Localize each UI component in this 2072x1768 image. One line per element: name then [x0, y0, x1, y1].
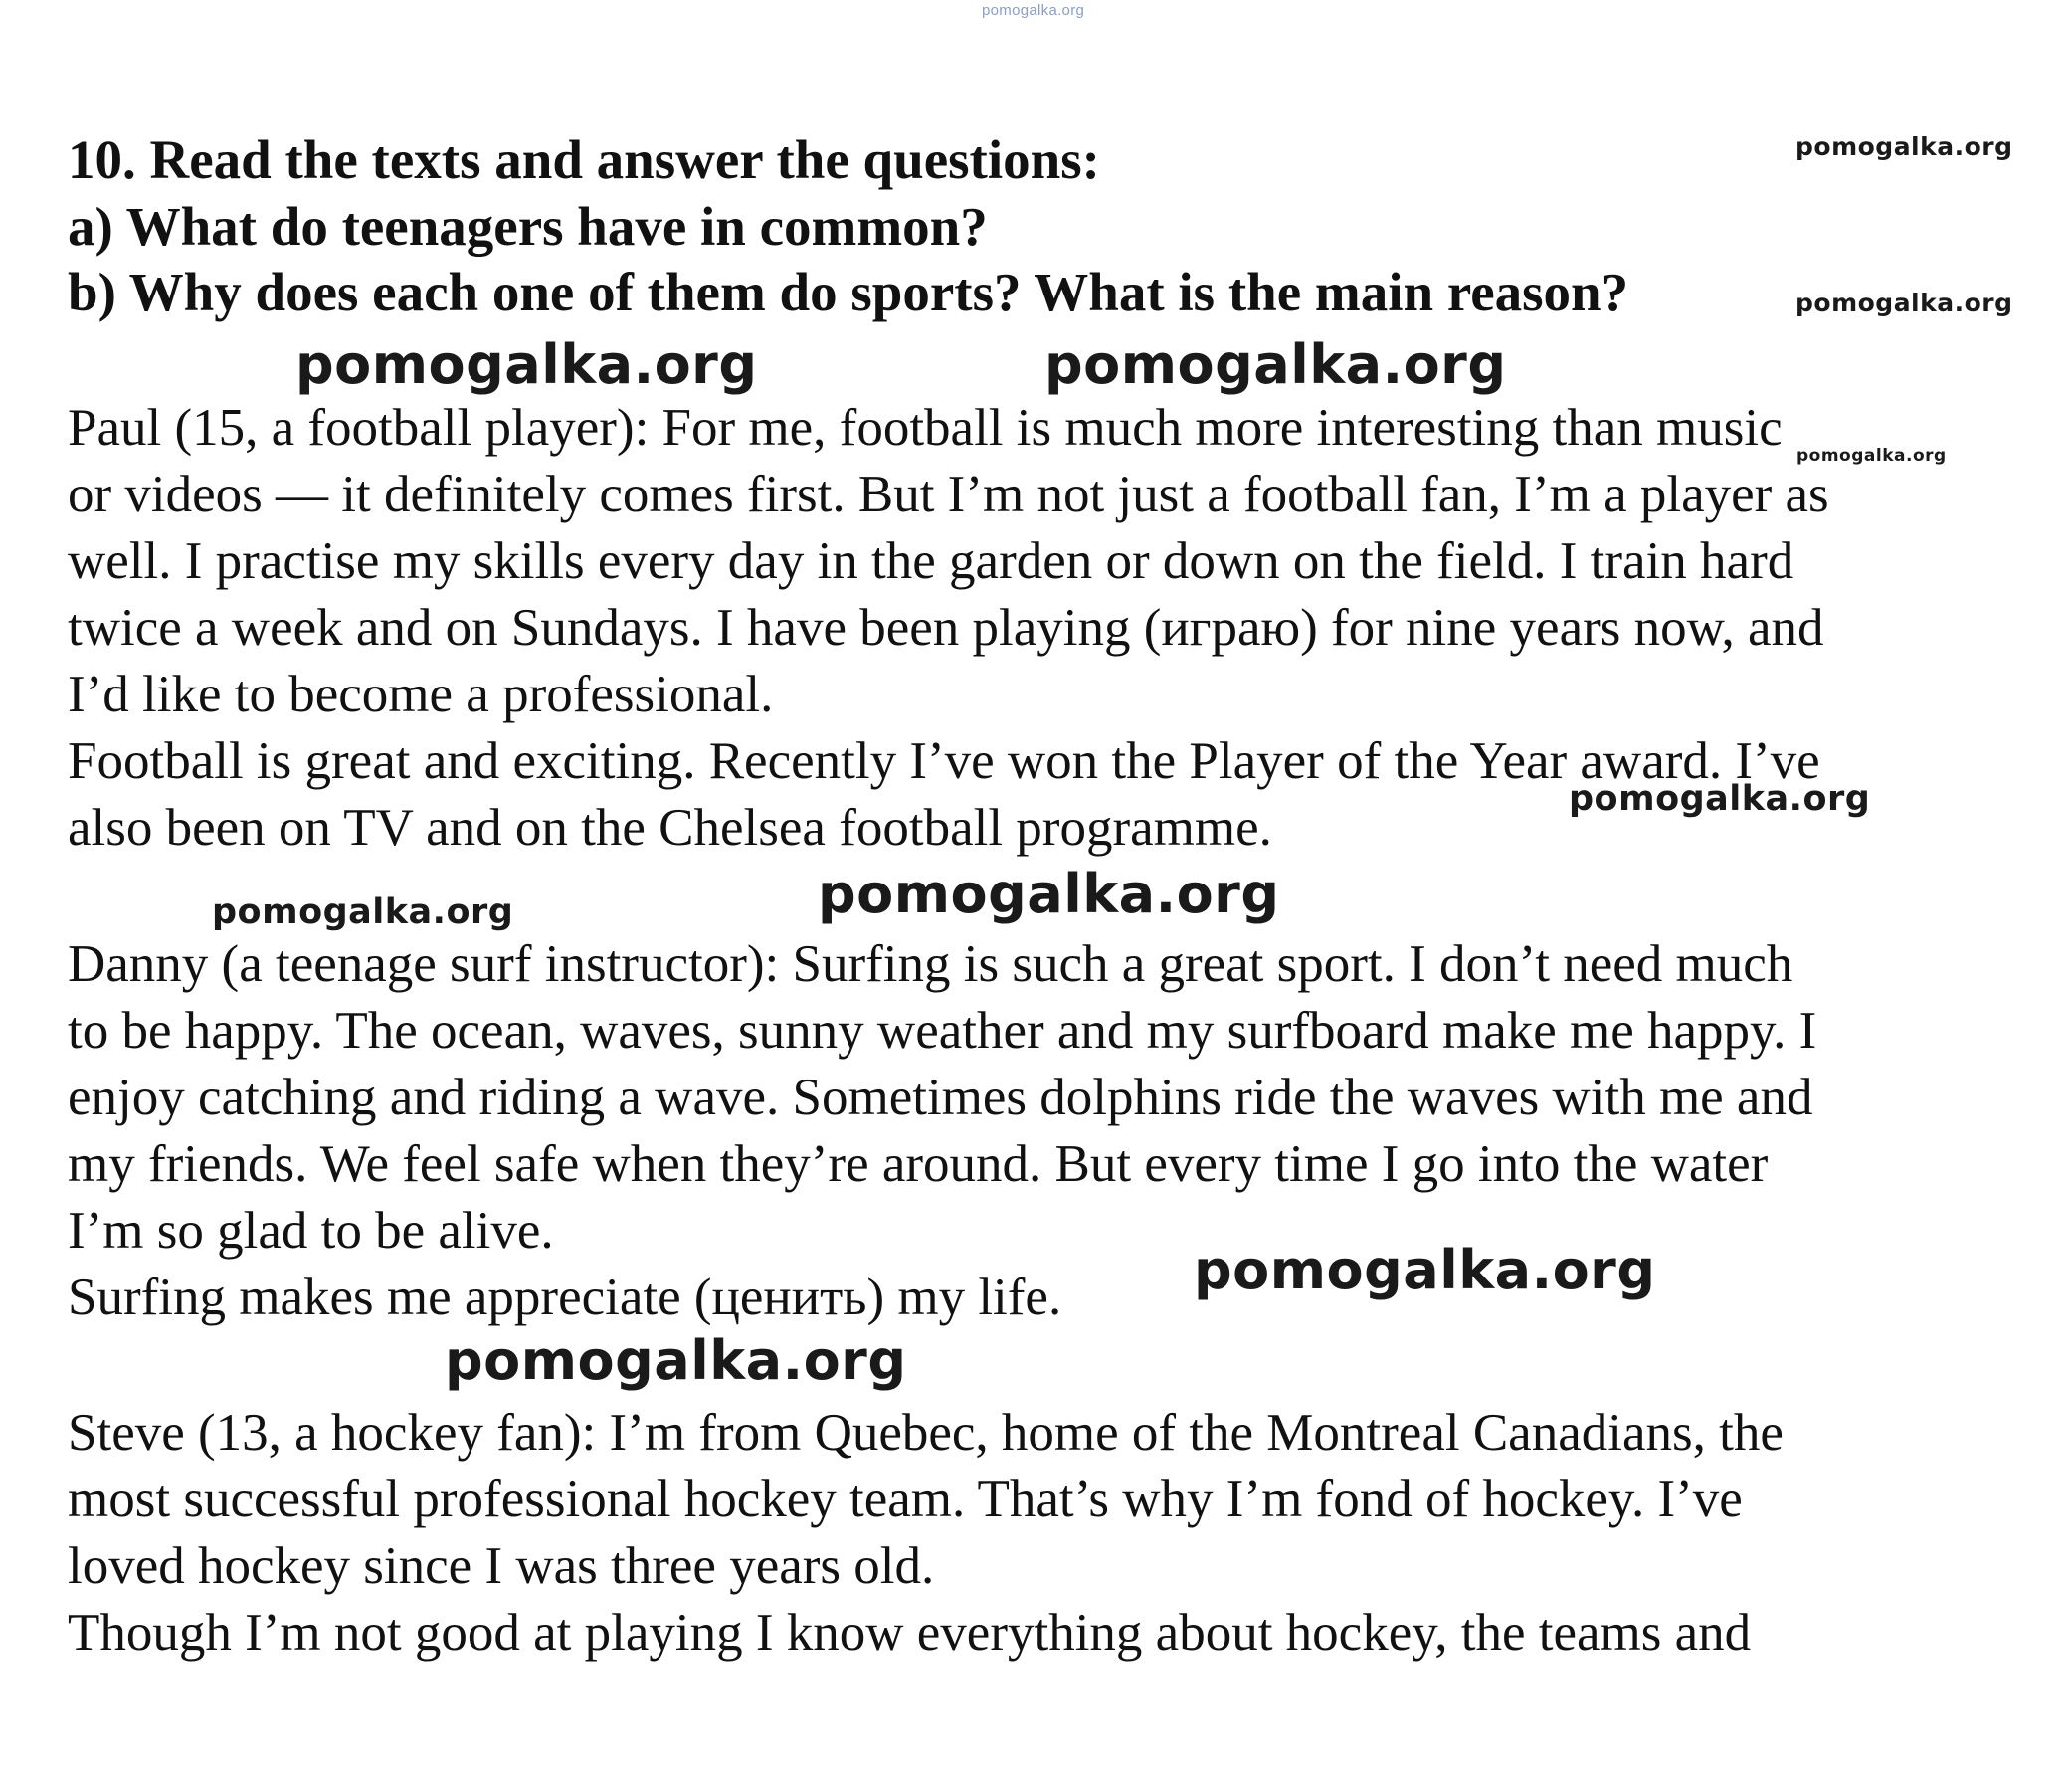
- steve-line: loved hockey since I was three years old.: [68, 1537, 935, 1595]
- paul-line: well. I practise my skills every day in the garden or down on the field. I train hard: [68, 532, 1794, 590]
- watermark: pomogalka.org: [1795, 132, 2013, 161]
- watermark: pomogalka.org: [818, 863, 1280, 925]
- danny-line: to be happy. The ocean, waves, sunny weather and my surfboard make me happy. I: [68, 1002, 1817, 1060]
- steve-line: most successful professional hockey team. That’s why I’m fond of hockey. I’ve: [68, 1471, 1743, 1528]
- paul-line: also been on TV and on the Chelsea football programme.: [68, 799, 1272, 857]
- danny-line: Surfing makes me appreciate (ценить) my life.: [68, 1269, 1062, 1326]
- watermark: pomogalka.org: [295, 333, 758, 396]
- danny-line: Danny (a teenage surf instructor): Surfing is such a great sport. I don’t need much: [68, 935, 1793, 993]
- paul-line: I’d like to become a professional.: [68, 666, 774, 723]
- steve-line: Though I’m not good at playing I know everything about hockey, the teams and: [68, 1604, 1752, 1662]
- watermark: pomogalka.org: [1795, 289, 2013, 317]
- watermark: pomogalka.org: [1569, 779, 1871, 819]
- paul-line: or videos — it definitely comes first. But I’m not just a football fan, I’m a player as: [68, 466, 1829, 523]
- watermark: pomogalka.org: [1194, 1239, 1656, 1301]
- danny-line: my friends. We feel safe when they’re around. But every time I go into the water: [68, 1135, 1769, 1193]
- danny-line: I’m so glad to be alive.: [68, 1202, 554, 1260]
- watermark: pomogalka.org: [1044, 333, 1507, 396]
- watermark: pomogalka.org: [445, 1329, 907, 1392]
- paul-line: twice a week and on Sundays. I have been playing (играю) for nine years now, and: [68, 599, 1824, 657]
- top-watermark: pomogalka.org: [982, 2, 1085, 19]
- watermark: pomogalka.org: [1796, 446, 1947, 466]
- paul-line: Football is great and exciting. Recently I’ve won the Player of the Year award. I’ve: [68, 732, 1820, 790]
- danny-line: enjoy catching and riding a wave. Sometimes dolphins ride the waves with me and: [68, 1069, 1813, 1126]
- heading-task: 10. Read the texts and answer the questions:: [68, 129, 1100, 190]
- heading-question-a: a) What do teenagers have in common?: [68, 196, 988, 257]
- heading-question-b: b) Why does each one of them do sports? What is the main reason?: [68, 262, 1629, 322]
- watermark: pomogalka.org: [212, 892, 514, 932]
- paul-line: Paul (15, a football player): For me, football is much more interesting than music: [68, 399, 1783, 457]
- steve-line: Steve (13, a hockey fan): I’m from Quebec, home of the Montreal Canadians, the: [68, 1404, 1784, 1462]
